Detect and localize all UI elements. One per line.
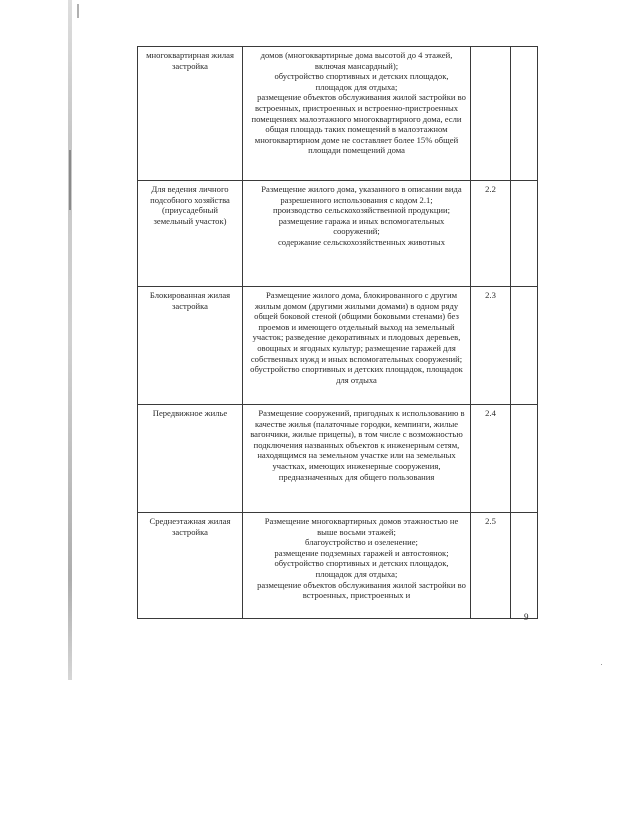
description-line: обустройство спортивных и детских площадок, площадок для отдыха; <box>274 71 449 92</box>
use-type-code: 2.3 <box>471 287 511 405</box>
empty-cell <box>511 405 538 513</box>
use-type-description <box>243 513 471 619</box>
empty-cell <box>511 181 538 287</box>
use-type-code: 2.2 <box>471 181 511 287</box>
empty-cell <box>511 47 538 181</box>
description-line: благоустройство и озеленение; <box>305 537 418 548</box>
description-line: Размещение многоквартирных домов этажностью не выше восьми этажей; <box>264 516 459 537</box>
empty-cell <box>511 513 538 619</box>
table-row <box>138 513 538 619</box>
description-line: размещение объектов обслуживания жилой застройки во встроенных, пристроенных и встроенно-пристроенных помещениях малоэтажного многоквартирного дома, если общая площадь таких помещений в малоэтажном многоквартирном доме не составляет более 15% общей площади помещений дома <box>251 92 466 156</box>
use-type-name: Для ведения личного подсобного хозяйства (приусадебный земельный участок) <box>138 181 243 287</box>
use-type-name: Передвижное жилье <box>138 405 243 513</box>
use-type-description <box>243 47 471 181</box>
use-type-name: многоквартирная жилая застройка <box>138 47 243 181</box>
description-line: размещение объектов обслуживания жилой застройки во встроенных, пристроенных и <box>257 579 466 601</box>
use-type-code <box>471 47 511 181</box>
table-row <box>138 405 538 513</box>
use-type-code: 2.5 <box>471 513 511 619</box>
description-line: содержание сельскохозяйственных животных <box>277 236 445 247</box>
description-line: размещение гаража и иных вспомогательных сооружений; <box>278 215 445 237</box>
page-number: 9 <box>524 612 529 622</box>
use-type-description <box>243 181 471 287</box>
empty-cell <box>511 287 538 405</box>
description-line: Размещение сооружений, пригодных к использованию в качестве жилья (палаточные городки, кемпинги, жилые вагончики, жилые прицепы), в том числе с возможностью подключения названных объектов к инженерным сетям, находящимся на земельном участке или на земельных участках, имеющих инженерные сооружения, предназначенных для общего пользования <box>250 408 465 482</box>
use-type-name: Блокированная жилая застройка <box>138 287 243 405</box>
use-type-description <box>243 287 471 405</box>
description-line: Размещение жилого дома, указанного в описании вида разрешенного использования с кодом 2.1; <box>261 184 462 205</box>
scan-speck <box>601 664 602 665</box>
description-line: производство сельскохозяйственной продукции; <box>272 205 451 216</box>
table-row <box>138 181 538 287</box>
land-use-table <box>137 46 538 619</box>
description-line: домов (многоквартирные дома высотой до 4 этажей, включая мансардный); <box>260 50 453 71</box>
use-type-code: 2.4 <box>471 405 511 513</box>
scan-top-mark <box>77 4 79 18</box>
use-type-name: Среднеэтажная жилая застройка <box>138 513 243 619</box>
scan-edge-artifact <box>68 0 72 680</box>
description-line: размещение подземных гаражей и автостоянок; <box>274 547 449 558</box>
scan-edge-shadow <box>69 150 71 210</box>
table-row <box>138 47 538 181</box>
table-row <box>138 287 538 405</box>
use-type-description <box>243 405 471 513</box>
description-line: Размещение жилого дома, блокированного с другим жилым домом (другими жилыми домами) в одном ряду общей боковой стеной (общими боковыми стенами) без проемов и имеющего отдельный выход на земельный участок; разведение декоративных и плодовых деревьев, овощных и ягодных культур; размещение гаражей для собственных нужд и иных вспомогательных сооружений; обустройство спортивных и детских площадок, площадок для отдыха <box>250 290 463 385</box>
description-line: обустройство спортивных и детских площадок, площадок для отдыха; <box>274 558 449 579</box>
